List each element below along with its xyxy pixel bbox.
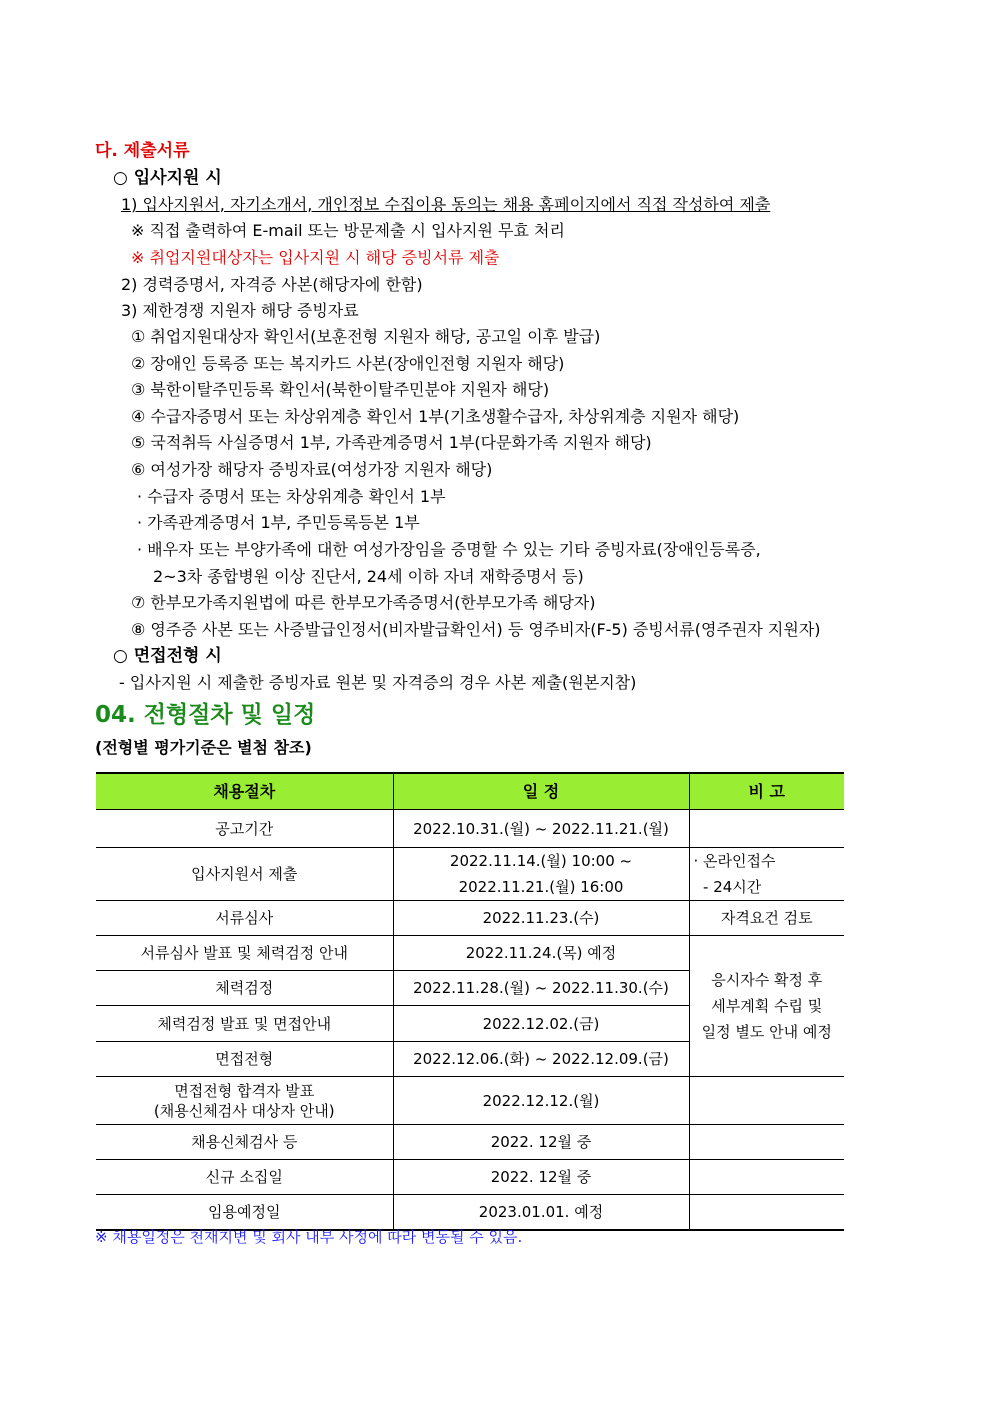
sub-item-1: ① 취업지원대상자 확인서(보훈전형 지원자 해당, 공고일 이후 발급): [131, 327, 601, 346]
row-date: 2022.12.02.(금): [393, 1006, 689, 1042]
row-step: 서류심사: [96, 901, 393, 936]
table-row: [96, 810, 844, 848]
row-note: 자격요건 검토: [689, 901, 844, 936]
row-step: 서류심사 발표 및 체력검정 안내: [96, 936, 393, 971]
row-date: [393, 848, 689, 901]
row-date: 2022.12.06.(화) ~ 2022.12.09.(금): [393, 1042, 689, 1077]
row-date: 2022.11.23.(수): [393, 901, 689, 936]
merged-note-line1: 응시자수 확정 후: [711, 971, 823, 989]
row-note: [689, 1125, 844, 1160]
sub-item-7: ⑦ 한부모가족지원법에 따른 한부모가족증명서(한부모가족 해당자): [131, 593, 596, 612]
row-note-line2: - 24시간: [693, 878, 762, 896]
sub-item-2: ② 장애인 등록증 또는 복지카드 사본(장애인전형 지원자 해당): [131, 354, 565, 373]
row-step: [96, 1077, 393, 1125]
sub-item-3: ③ 북한이탈주민등록 확인서(북한이탈주민분야 지원자 해당): [131, 380, 550, 399]
sub-item-6b: · 가족관계증명서 1부, 주민등록등본 1부: [137, 513, 420, 532]
apply-header: ○ 입사지원 시: [113, 168, 222, 188]
row-step: 체력검정: [96, 971, 393, 1006]
sub-item-5: ⑤ 국적취득 사실증명서 1부, 가족관계증명서 1부(다문화가족 지원자 해당): [131, 433, 652, 452]
note-2: ※ 취업지원대상자는 입사지원 시 해당 증빙서류 제출: [131, 248, 500, 267]
row-note-line1: · 온라인접수: [693, 852, 776, 870]
row-step: 면접전형: [96, 1042, 393, 1077]
table-header-row: [96, 773, 844, 810]
merged-note-line2: 세부계획 수립 및: [711, 997, 823, 1015]
table-row: [96, 1077, 844, 1125]
table-row: [96, 1160, 844, 1195]
schedule-table: [96, 772, 844, 1231]
table-row: [96, 1125, 844, 1160]
note-1: ※ 직접 출력하여 E-mail 또는 방문제출 시 입사지원 무효 처리: [131, 221, 565, 240]
section-da-title: 다. 제출서류: [95, 141, 190, 161]
table-row: [96, 1195, 844, 1230]
header-date: 일 정: [393, 773, 689, 810]
sub-item-6c-cont: 2~3차 종합병원 이상 진단서, 24세 이하 자녀 재학증명서 등): [153, 567, 584, 586]
header-note: 비 고: [689, 773, 844, 810]
sub-item-6c: · 배우자 또는 부양가족에 대한 여성가장임을 증명할 수 있는 기타 증빙자료(장애인등록증,: [137, 540, 761, 559]
section-04-title: 04. 전형절차 및 일정: [95, 702, 316, 728]
row-date: 2022.11.28.(월) ~ 2022.11.30.(수): [393, 971, 689, 1006]
row-date: 2022. 12월 중: [393, 1160, 689, 1195]
table-row: [96, 848, 844, 901]
row-note: [689, 1077, 844, 1125]
table-row: [96, 936, 844, 971]
row-date: 2022.10.31.(월) ~ 2022.11.21.(월): [393, 810, 689, 848]
row-step: 임용예정일: [96, 1195, 393, 1230]
item-2: 2) 경력증명서, 자격증 사본(해당자에 한함): [121, 275, 423, 294]
interview-header: ○ 면접전형 시: [113, 646, 222, 666]
row-step: 신규 소집일: [96, 1160, 393, 1195]
schedule-footnote: ※ 채용일정은 천재지변 및 회사 내부 사정에 따라 변동될 수 있음.: [95, 1228, 523, 1246]
sub-item-4: ④ 수급자증명서 또는 차상위계층 확인서 1부(기초생활수급자, 차상위계층 지원자 해당): [131, 407, 740, 426]
item-1: 1) 입사지원서, 자기소개서, 개인정보 수집이용 동의는 채용 홈페이지에서 직접 작성하여 제출: [121, 195, 771, 214]
row-step-line1: 면접전형 합격자 발표: [174, 1081, 315, 1100]
row-date-start: 2022.11.14.(월) 10:00 ~: [449, 852, 633, 870]
sub-item-6a: · 수급자 증명서 또는 차상위계층 확인서 1부: [137, 487, 446, 506]
merged-note: [689, 936, 844, 1077]
row-step: 체력검정 발표 및 면접안내: [96, 1006, 393, 1042]
section-04-subtitle: (전형별 평가기준은 별첨 참조): [95, 738, 312, 757]
row-note: [689, 810, 844, 848]
item-3: 3) 제한경쟁 지원자 해당 증빙자료: [121, 301, 359, 320]
row-step: 입사지원서 제출: [96, 848, 393, 901]
row-note: [689, 848, 844, 901]
sub-item-6: ⑥ 여성가장 해당자 증빙자료(여성가장 지원자 해당): [131, 460, 493, 479]
merged-note-line3: 일정 별도 안내 예정: [701, 1023, 832, 1041]
row-step: 채용신체검사 등: [96, 1125, 393, 1160]
sub-item-8: ⑧ 영주증 사본 또는 사증발급인정서(비자발급확인서) 등 영주비자(F-5) 증빙서류(영주권자 지원자): [131, 620, 821, 639]
row-step: 공고기간: [96, 810, 393, 848]
row-date: 2022. 12월 중: [393, 1125, 689, 1160]
row-step-line2: (채용신체검사 대상자 안내): [153, 1101, 335, 1120]
row-note: [689, 1160, 844, 1195]
row-date: 2022.12.12.(월): [393, 1077, 689, 1125]
row-date: 2022.11.24.(목) 예정: [393, 936, 689, 971]
header-step: 채용절차: [96, 773, 393, 810]
row-note: [689, 1195, 844, 1230]
row-date-end: 2022.11.21.(월) 16:00: [458, 878, 624, 896]
table-row: [96, 901, 844, 936]
row-date: 2023.01.01. 예정: [393, 1195, 689, 1230]
interview-item: - 입사지원 시 제출한 증빙자료 원본 및 자격증의 경우 사본 제출(원본지참): [119, 673, 637, 692]
